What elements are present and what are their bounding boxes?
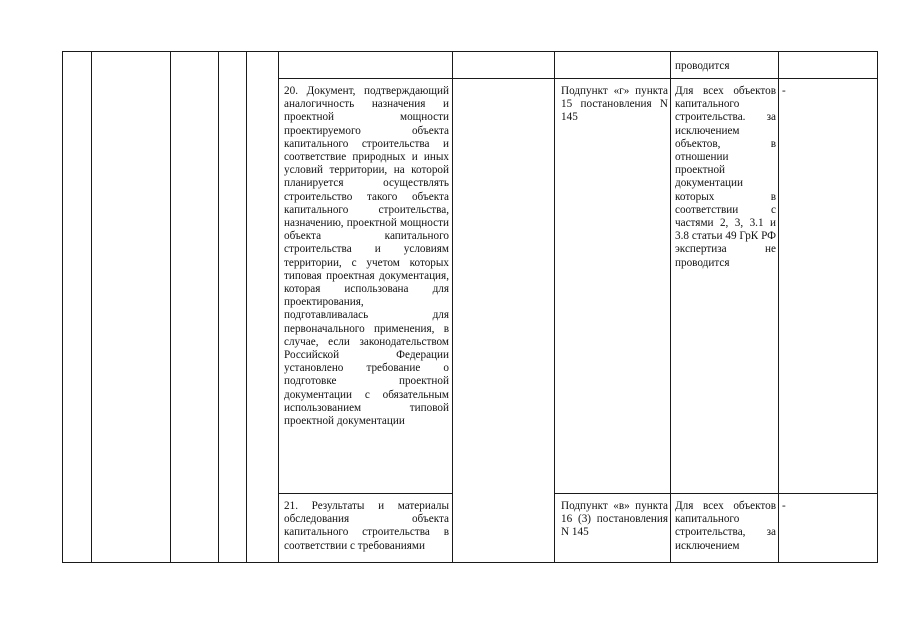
column-divider — [554, 51, 555, 563]
table-border-right — [877, 51, 878, 563]
table-border-top — [62, 51, 878, 52]
column-divider — [170, 51, 171, 563]
column-divider — [670, 51, 671, 563]
column-divider — [218, 51, 219, 563]
row-20-applicability-text: Для всех объектов капитального строительства. за исключением объектов, в отношении проектной документации которых в соответствии с частями 2, 3, 3.1 и 3.8 статьи 49 ГрК РФ экспертиза не проводится — [675, 85, 776, 269]
row-21-note-text: - — [782, 500, 786, 512]
row-20-note-text: - — [782, 85, 786, 97]
row-21-document-text: 21. Результаты и материалы обследования объекта капитального строительства в соответствии с требованиями — [284, 500, 449, 552]
row-divider — [278, 493, 453, 494]
row-divider — [554, 493, 878, 494]
column-divider — [91, 51, 92, 563]
column-divider — [278, 51, 279, 563]
table-border-bottom — [62, 562, 878, 563]
row-20-basis-text: Подпункт «г» пункта 15 постановления N 145 — [561, 85, 668, 124]
column-divider — [452, 51, 453, 563]
row-20-document-text: 20. Документ, подтверждающий аналогичность назначения и проектной мощности проектируемого объекта капитального строительства и соответствие природных и иных условий территории, на которой планируется осуществлять строительство такого объекта капитального строительства, назначению, проектной мощности объекта капитального строительства и условиям территории, с учетом которых типовая проектная документация, которая использована для проектирования, подготавливалась для первоначального применения, в случае, если законодательством Российской Федерации установлено требование о подготовке проектной документации с обязательным использованием типовой проектной документации — [284, 85, 449, 428]
row-divider — [278, 78, 878, 79]
row-21-basis-text: Подпункт «в» пункта 16 (3) постановления N 145 — [561, 500, 668, 539]
table-border-left — [62, 51, 63, 563]
column-divider — [246, 51, 247, 563]
column-divider — [778, 51, 779, 563]
row-continued-applicability: проводится — [675, 60, 730, 72]
row-21-applicability-text: Для всех объектов капитального строительства, за исключением — [675, 500, 776, 552]
